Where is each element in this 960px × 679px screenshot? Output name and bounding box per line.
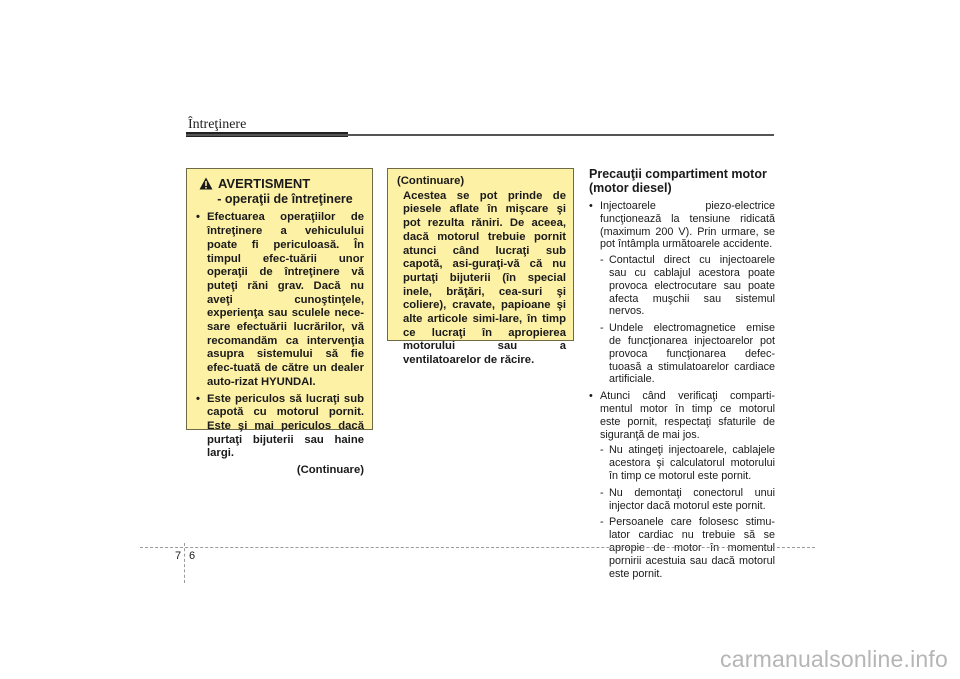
continued-label: (Continuare) [296, 464, 364, 477]
warning-bullet: • Efectuarea operaţiilor de întreţinere a vehiculului poate fi periculoasă. În timpul efec-tuării unor operaţii de întreţinere vă puteţi răni grav. Dacă nu aveţi cunoştinţele, experienţa sau sculele nece-sare efectuării lucrărilor, vă recomandăm ca intervenţia asupra sistemului să fie efec-tuată de către un dealer auto-rizat HYUNDAI. [196, 211, 364, 389]
warning-subtitle: - operaţii de întreţinere [217, 191, 353, 206]
section-sub-item: - Undele electromagnetice emise de funcţionarea injectoarelor pot provoca funcţionarea defec-tuoasă a stimulatoarelor cardiace artificiale. [589, 322, 775, 386]
continuation-box [387, 168, 574, 367]
watermark: carmanualsonline.info [720, 646, 948, 672]
warning-box [186, 168, 373, 477]
section-sub-item: - Persoanele care folosesc stimu-lator cardiac nu trebuie să se apropie de motor în momentul pornirii acestuia sau dacă motorul este pornit. [589, 516, 775, 580]
continuation-label: (Continuare) [397, 175, 465, 187]
section-sub-item: - Contactul direct cu injectoarele sau cu cablajul acestora poate provoca electrocutare sau poate afecta muşchii sau sistemul nervos. [589, 254, 775, 318]
section-title: Precauţii compartiment motor (motor diesel) [589, 167, 767, 195]
page-chapter-number: 7 [175, 550, 182, 562]
continuation-text: Acestea se pot prinde de piesele aflate în mişcare şi pot rezulta răniri. De aceea, dacă motorul trebuie pornit atunci când lucraţi sub capotă, asi-guraţi-vă că nu purtaţi bijuterii (în special inele, brăţări, cea-suri şi coliere), cravate, papioane şi alte articole simi-lare, în timp ce lucraţi în apropierea motorului sau a ventilatoarelor de răcire. [403, 189, 566, 367]
warning-triangle-icon [199, 177, 213, 190]
footer-divider [184, 543, 185, 583]
section-bullet: • Atunci când verificaţi comparti-mentul motor în timp ce motorul este pornit, respectaţi sfaturile de siguranţă de mai jos. [589, 390, 775, 441]
section-sub-item: - Nu atingeţi injectoarele, cablajele acestora şi calculatorul motorului în timp ce motorul este pornit. [589, 444, 775, 482]
warning-title: AVERTISMENT [218, 176, 311, 191]
section-sub-item: - Nu demontaţi conectorul unui injector dacă motorul este pornit. [589, 487, 775, 513]
engine-precautions-section [589, 168, 775, 584]
header-rule [186, 134, 774, 136]
footer-rule [140, 547, 815, 548]
warning-bullet: • Este periculos să lucraţi sub capotă cu motorul pornit. Este şi mai periculos dacă purtaţi bijuterii sau haine largi. [196, 393, 364, 462]
page-number: 6 [189, 550, 196, 562]
warning-heading [199, 177, 364, 191]
section-bullet: • Injectoarele piezo-electrice funcţionează la tensiune ridicată (maximum 200 V). Prin urmare, se pot întâmpla următoarele accidente. [589, 200, 775, 251]
page-header-title: Întreţinere [188, 117, 247, 132]
